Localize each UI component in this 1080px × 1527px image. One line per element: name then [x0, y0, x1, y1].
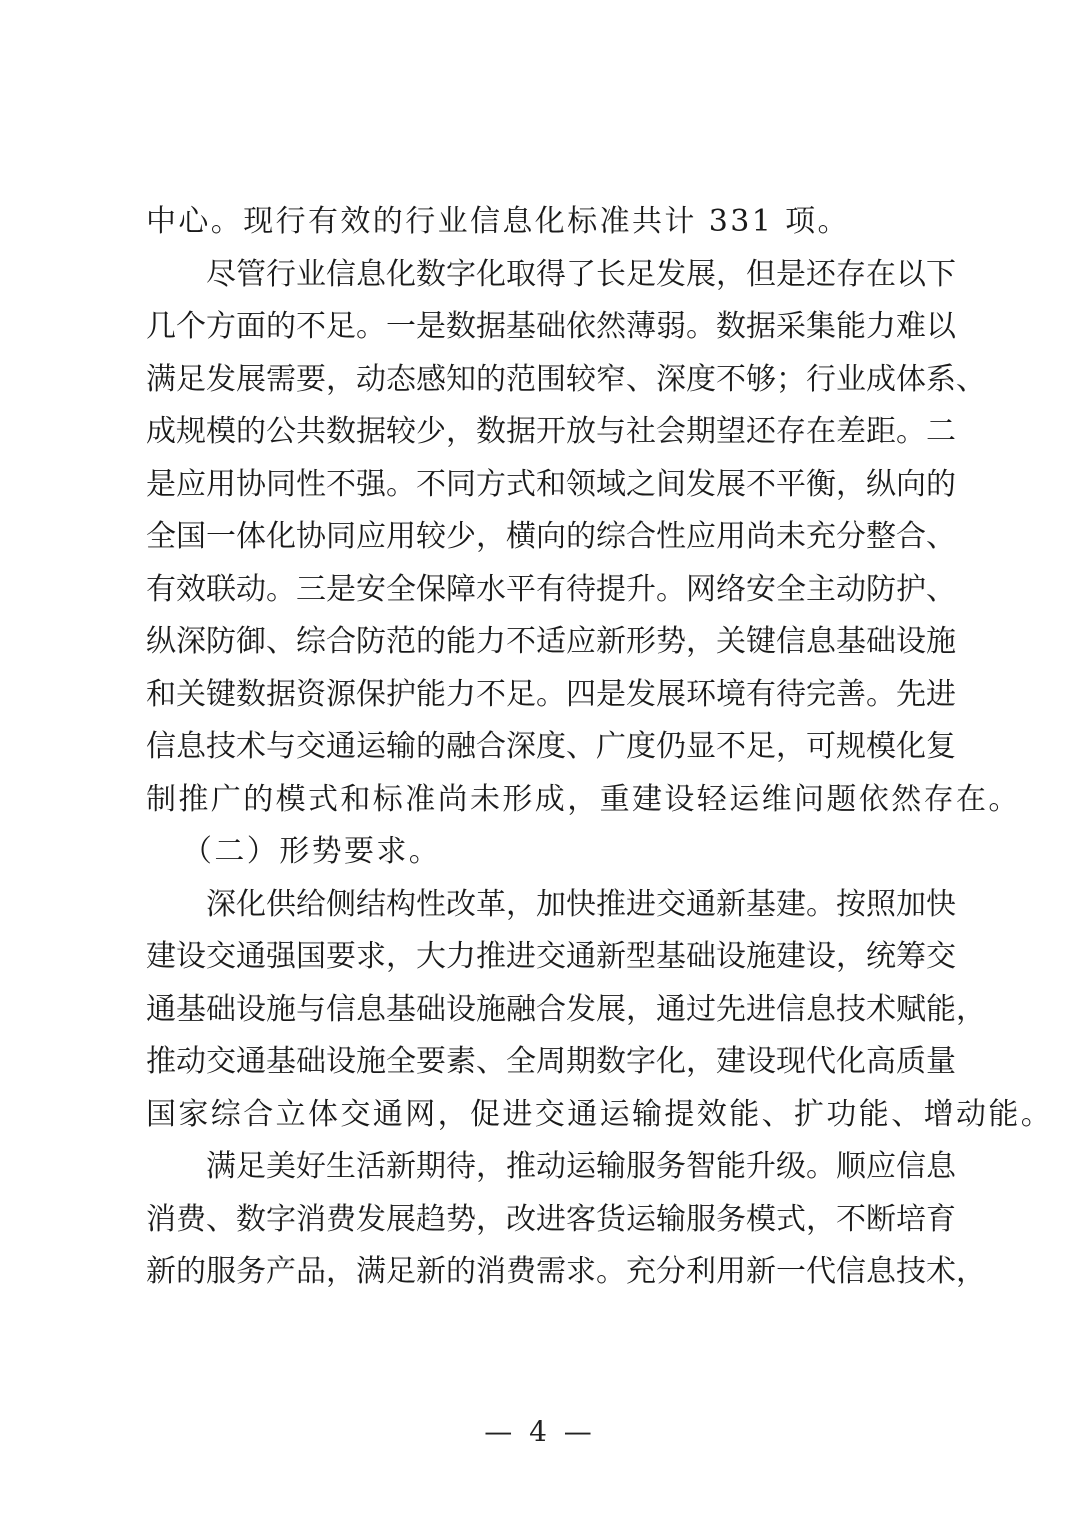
text-line: 建设交通强国要求，大力推进交通新型基础设施建设，统筹交: [146, 939, 956, 974]
page-number: — 4 —: [484, 1415, 596, 1448]
paragraph-start-line: 满足美好生活新期待，推动运输服务智能升级。顺应信息: [206, 1149, 956, 1184]
text-line: 推动交通基础设施全要素、全周期数字化，建设现代化高质量: [146, 1044, 956, 1079]
section-heading: （二）形势要求。: [182, 834, 442, 869]
text-line: 纵深防御、综合防范的能力不适应新形势，关键信息基础设施: [146, 624, 956, 659]
text-line: 中心。现行有效的行业信息化标准共计 331 项。: [146, 204, 850, 239]
text-line: 几个方面的不足。一是数据基础依然薄弱。数据采集能力难以: [146, 309, 956, 344]
text-line: 满足发展需要，动态感知的范围较窄、深度不够；行业成体系、: [146, 361, 986, 397]
text-line: 消费、数字消费发展趋势，改进客货运输服务模式，不断培育: [146, 1201, 956, 1237]
text-line: 通基础设施与信息基础设施融合发展，通过先进信息技术赋能，: [146, 991, 986, 1027]
text-line: 全国一体化协同应用较少，横向的综合性应用尚未充分整合、: [146, 519, 956, 554]
text-line: 制推广的模式和标准尚未形成，重建设轻运维问题依然存在。: [146, 781, 1021, 817]
paragraph-start-line: 深化供给侧结构性改革，加快推进交通新基建。按照加快: [206, 886, 956, 922]
text-line: 信息技术与交通运输的融合深度、广度仍显不足，可规模化复: [146, 729, 956, 764]
text-line: 成规模的公共数据较少，数据开放与社会期望还存在差距。二: [146, 414, 956, 449]
paragraph-start-line: 尽管行业信息化数字化取得了长足发展，但是还存在以下: [206, 256, 956, 292]
text-line: 有效联动。三是安全保障水平有待提升。网络安全主动防护、: [146, 571, 956, 607]
text-line: 和关键数据资源保护能力不足。四是发展环境有待完善。先进: [146, 676, 956, 712]
body-text: [146, 196, 1054, 1299]
text-line: 国家综合立体交通网，促进交通运输提效能、扩功能、增动能。: [146, 1096, 1054, 1132]
text-line: 新的服务产品，满足新的消费需求。充分利用新一代信息技术，: [146, 1254, 986, 1289]
text-line: 是应用协同性不强。不同方式和领域之间发展不平衡，纵向的: [146, 466, 956, 502]
